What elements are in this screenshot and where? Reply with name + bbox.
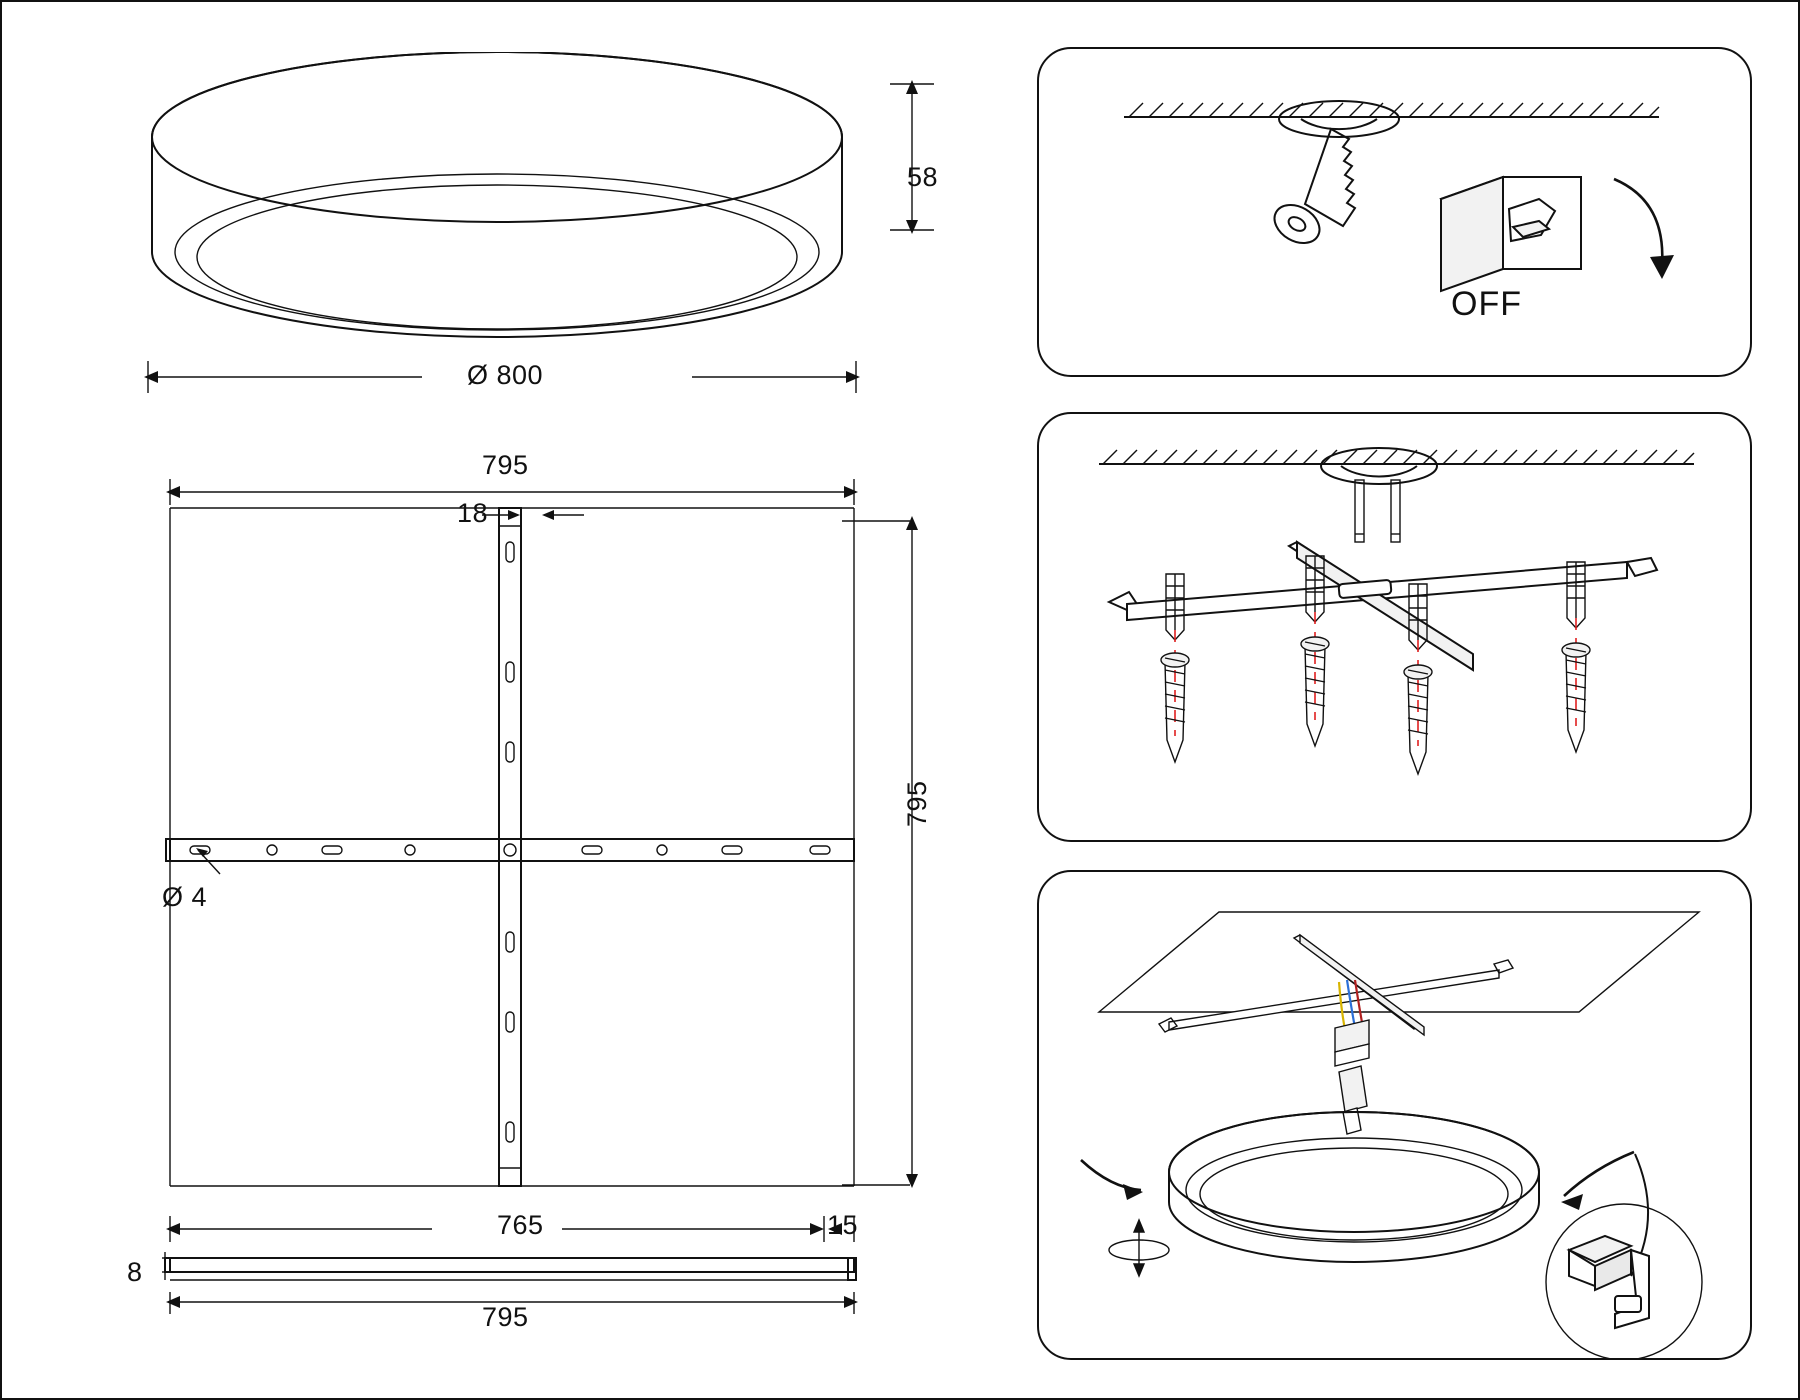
dimension-diameter-800-label: Ø 800 xyxy=(467,360,544,390)
dimension-inner-765-label: 765 xyxy=(497,1210,544,1240)
dimension-bar-width-18 xyxy=(480,502,590,528)
dimension-width-795-top-label: 795 xyxy=(482,450,529,480)
dimension-height-795-right xyxy=(897,512,927,1192)
mounting-bracket-side-view xyxy=(162,1250,862,1292)
dimension-thickness-8-label: 8 xyxy=(127,1257,143,1287)
luminaire-side-view xyxy=(122,52,922,352)
dimension-length-795-bottom-label: 795 xyxy=(482,1302,529,1332)
step-fix-bracket xyxy=(1037,412,1752,842)
dimension-height-58 xyxy=(882,62,942,252)
dimension-bar-width-18-label: 18 xyxy=(457,498,489,528)
dimension-edge-15-label: 15 xyxy=(827,1210,859,1240)
step-power-off xyxy=(1037,47,1752,377)
mounting-bracket-top-view xyxy=(162,502,862,1192)
dimension-hole-diameter-label: Ø 4 xyxy=(162,882,208,912)
dimension-height-58-label: 58 xyxy=(907,162,939,192)
step-mount-luminaire xyxy=(1037,870,1752,1360)
step-power-off-label: OFF xyxy=(1451,285,1522,323)
extension-line-bottom xyxy=(842,1180,912,1190)
dimension-height-795-right-label: 795 xyxy=(902,780,932,827)
extension-line-top xyxy=(842,516,912,526)
